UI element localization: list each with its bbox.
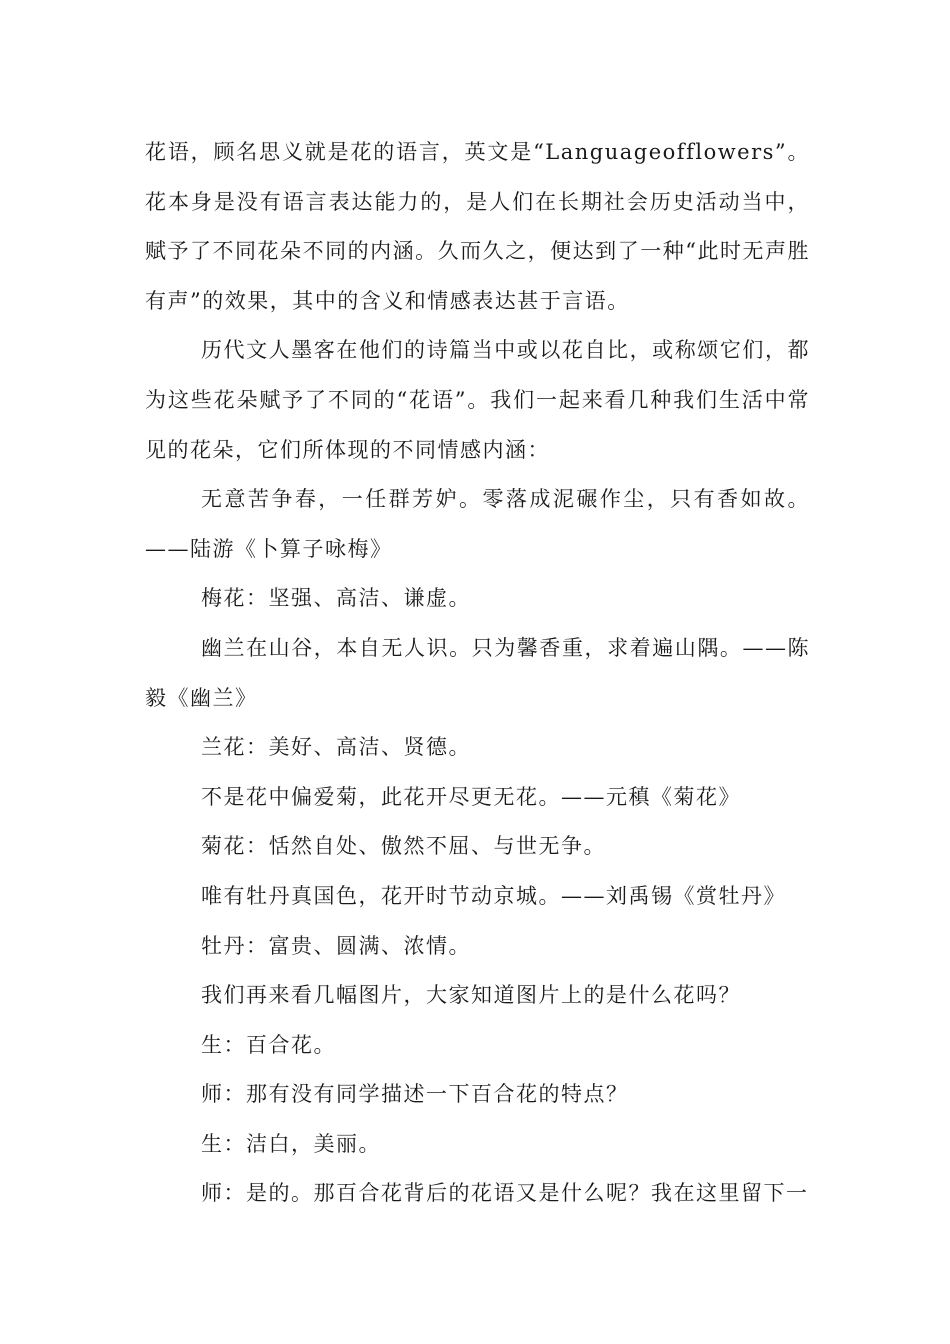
paragraph-teacher-question-features: 师：那有没有同学描述一下百合花的特点？	[201, 1082, 629, 1107]
paragraph-poets-and-flowers: 历代文人墨客在他们的诗篇当中或以花自比，或称颂它们，都为这些花朵赋予了不同的“花语”。我们一起来看几种我们生活中常见的花朵，它们所体现的不同情感内涵：	[145, 338, 810, 462]
paragraph-orchid-meaning: 兰花：美好、高洁、贤德。	[201, 735, 471, 760]
paragraph-picture-question: 我们再来看几幅图片，大家知道图片上的是什么花吗？	[201, 983, 741, 1008]
document-body	[145, 128, 810, 1219]
paragraph-orchid-poem: 幽兰在山谷，本自无人识。只为馨香重，求着遍山隅。——陈毅《幽兰》	[145, 635, 810, 710]
paragraph-peony-meaning: 牡丹：富贵、圆满、浓情。	[201, 933, 471, 958]
paragraph-student-answer-lily: 生：百合花。	[201, 1032, 336, 1057]
paragraph-plum-meaning: 梅花：坚强、高洁、谦虚。	[201, 586, 471, 611]
paragraph-student-answer-features: 生：洁白，美丽。	[201, 1131, 381, 1156]
paragraph-chrysanthemum-poem: 不是花中偏爱菊，此花开尽更无花。——元稹《菊花》	[201, 784, 741, 809]
paragraph-chrysanthemum-meaning: 菊花：恬然自处、傲然不屈、与世无争。	[201, 834, 606, 859]
paragraph-peony-poem: 唯有牡丹真国色，花开时节动京城。——刘禹锡《赏牡丹》	[201, 883, 786, 908]
paragraph-flower-language-intro: 花语，顾名思义就是花的语言，英文是“Languageofflowers”。花本身是没有语言表达能力的，是人们在长期社会历史活动当中，赋予了不同花朵不同的内涵。久而久之，便达到了一种“此时无声胜有声”的效果，其中的含义和情感表达甚于言语。	[145, 140, 810, 313]
paragraph-teacher-lily-meaning: 师：是的。那百合花背后的花语又是什么呢？我在这里留下一	[201, 1181, 809, 1206]
paragraph-plum-poem: 无意苦争春，一任群芳妒。零落成泥碾作尘，只有香如故。——陆游《卜算子咏梅》	[145, 487, 810, 561]
